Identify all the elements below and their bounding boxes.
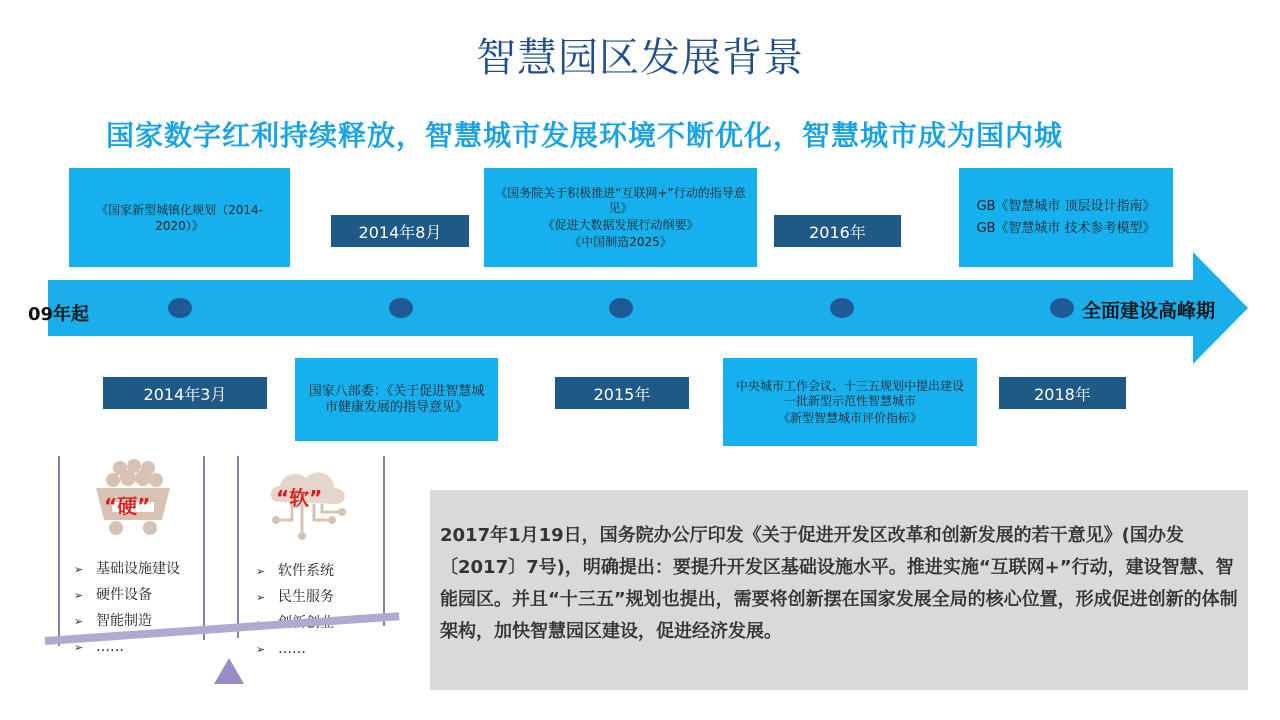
bullet-arrow-icon: ➢ xyxy=(256,643,266,656)
timeline-dot xyxy=(830,298,854,318)
date-2018: 2018年 xyxy=(999,377,1126,409)
event-text: GB《智慧城市 顶层设计指南》 xyxy=(976,198,1156,214)
list-item-label: 基础设施建设 xyxy=(96,561,180,577)
divider-line xyxy=(237,456,239,638)
bullet-arrow-icon: ➢ xyxy=(256,565,266,578)
divider-line xyxy=(383,456,385,626)
bullet-arrow-icon: ➢ xyxy=(74,641,84,654)
timeline-dot xyxy=(609,298,633,318)
policy-note: 2017年1月19日，国务院办公厅印发《关于促进开发区改革和创新发展的若干意见》(国办发〔2017〕7号)，明确提出：要提升开发区基础设施水平。推进实施“互联网+”行动，建设智慧、智能园区。并且“十三五”规划也提出，需要将创新摆在国家发展全局的核心位置，形成促进创新的体制架构，加快智慧园区建设，促进经济发展。 xyxy=(430,490,1248,690)
list-item-label: 软件系统 xyxy=(278,563,334,579)
divider-line xyxy=(58,456,60,646)
timeline-end-label: 全面建设高峰期 xyxy=(1082,300,1216,322)
event-text: GB《智慧城市 技术参考模型》 xyxy=(976,220,1156,236)
date-2014-03: 2014年3月 xyxy=(103,377,267,409)
event-text: 《中国制造2025》 xyxy=(569,234,672,249)
slide-title: 智慧园区发展背景 xyxy=(476,35,804,81)
list-item xyxy=(74,556,180,582)
date-2016: 2016年 xyxy=(774,215,901,247)
event-box-urbanization-plan xyxy=(69,168,290,267)
list-item-label: 智能制造 xyxy=(96,613,152,629)
bullet-arrow-icon: ➢ xyxy=(74,615,84,628)
soft-list xyxy=(256,558,334,662)
bullet-arrow-icon: ➢ xyxy=(256,591,266,604)
date-2015: 2015年 xyxy=(555,377,689,409)
event-text: 《国务院关于积极推进“互联网+”行动的指导意见》 xyxy=(495,185,746,215)
event-text: 国家八部委：《关于促进智慧城市健康发展的指导意见》 xyxy=(308,383,485,415)
event-text: 《促进大数据发展行动纲要》 xyxy=(542,217,699,232)
list-item-label: …… xyxy=(96,639,124,655)
list-item-label: 民生服务 xyxy=(278,589,334,605)
balance-fulcrum xyxy=(214,658,244,684)
date-2014-08: 2014年8月 xyxy=(331,215,469,247)
hard-list xyxy=(74,556,180,660)
divider-line xyxy=(203,456,205,640)
timeline-dot xyxy=(389,298,413,318)
event-box-internet-plus xyxy=(484,168,757,267)
slide-subtitle: 国家数字红利持续释放，智慧城市发展环境不断优化，智慧城市成为国内城 xyxy=(106,119,1064,152)
bullet-arrow-icon: ➢ xyxy=(74,563,84,576)
timeline-start-label: 09年起 xyxy=(28,304,90,325)
timeline-dot xyxy=(1050,298,1074,318)
event-box-central-urban-work xyxy=(723,358,977,446)
event-text: 中央城市工作会议、十三五规划中提出建设一批新型示范性智慧城市 xyxy=(735,378,964,408)
list-item-label: …… xyxy=(278,641,306,657)
timeline-dot xyxy=(168,298,192,318)
hard-tag: “硬” xyxy=(104,494,151,518)
list-item-label: 硬件设备 xyxy=(96,587,152,603)
event-text: 《新型智慧城市评价指标》 xyxy=(777,410,922,425)
list-item xyxy=(256,558,334,584)
event-box-gb-standards xyxy=(959,168,1173,267)
soft-tag: “软” xyxy=(276,486,323,510)
list-item xyxy=(74,582,180,608)
bullet-arrow-icon: ➢ xyxy=(74,589,84,602)
list-item xyxy=(256,584,334,610)
list-item xyxy=(256,636,334,662)
event-box-eight-ministries xyxy=(295,358,498,441)
event-text: 《国家新型城镇化规划（2014-2020）》 xyxy=(96,202,263,233)
